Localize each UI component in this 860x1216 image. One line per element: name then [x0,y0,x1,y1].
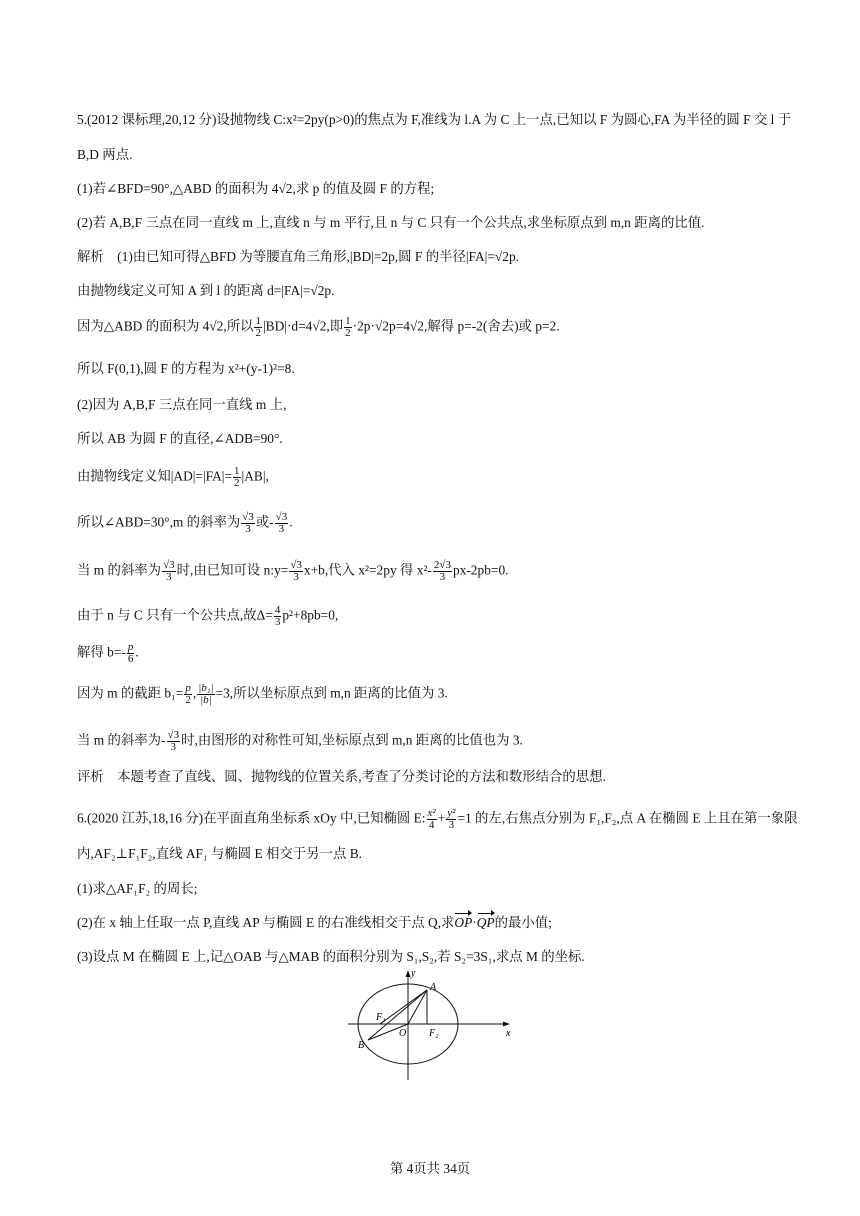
solution-line5: (2)因为 A,B,F 三点在同一直线 m 上, [77,397,287,412]
solution-line8-text-c: . [289,514,293,530]
solution-line12-text-c: =3,所以坐标原点到 m,n 距离的比值为 3. [215,685,448,701]
vector-qp: QP [476,915,495,930]
solution-line7-text-b: |AB|, [241,468,269,484]
problem6-stem-line2: 内,AF₂⊥F₁F₂,直线 AF₁ 与椭圆 E 相交于另一点 B. [77,846,362,861]
solution-line13 [77,730,523,753]
solution-line10-text-a: 由于 n 与 C 只有一个公共点,故Δ= [77,607,273,623]
problem5-stem-line1: 5.(2012 课标理,20,12 分)设抛物线 C:x²=2py(p>0)的焦点为 F,准线为 l.A 为 C 上一点,已知以 F 为圆心,FA 为半径的圆 F 交 l 于 [77,112,792,127]
solution-line9-text-b: 时,由已知可设 n:y= [176,562,289,578]
problem5-stem-line2: B,D 两点. [77,147,133,162]
x-axis-arrow [503,1022,510,1027]
label-y: y [411,968,416,979]
solution-line8-text-b: 或- [255,514,274,530]
solution-line11 [77,642,139,665]
solution-line11-text-a: 解得 b=- [77,644,126,660]
problem6-question1: (1)求△AF₁F₂ 的周长; [77,881,198,896]
vector-op: OP [454,915,473,930]
fraction-one-half: $\frac{1}{2}$ [255,315,261,339]
label-a: A [430,982,437,993]
solution-line13-text-a: 当 m 的斜率为- [77,732,166,748]
problem6-stem-text-c: =1 的左,右焦点分别为 F₁,F₂,点 A 在椭圆 E 上且在第一象限 [457,810,798,826]
ellipse-diagram [348,968,514,1084]
solution-line13-text-b: 时,由图形的对称性可知,坐标原点到 m,n 距离的比值也为 3. [181,732,523,748]
label-b: B [358,1040,365,1051]
solution-line7 [77,466,269,489]
solution-line3-text-b: |BD|·d=4√2,即 [262,318,344,334]
solution-line12-text-a: 因为 m 的截距 b₁= [77,685,184,701]
line-ao [408,990,427,1024]
solution-line8-text-a: 所以∠ABD=30°,m 的斜率为 [77,514,241,530]
label-f2: F₂ [429,1028,439,1039]
solution-line9-text-c: x+b,代入 x²=2py 得 x²- [303,562,432,578]
comment-line: 评析 本题考查了直线、圆、抛物线的位置关系,考查了分类讨论的方法和数形结合的思想. [77,769,606,784]
problem6-stem-plus: + [437,810,446,826]
solution-line10 [77,605,338,628]
solution-line2: 由抛物线定义可知 A 到 l 的距离 d=|FA|=√2p. [77,283,335,298]
solution-line3 [77,316,560,339]
problem6-stem-text-a: 6.(2020 江苏,18,16 分)在平面直角坐标系 xOy 中,已知椭圆 E: [77,810,426,826]
problem6-question2 [77,914,552,932]
solution-line12-text-b: , [192,685,197,701]
y-axis-arrow [406,970,411,977]
line-af1 [380,990,427,1024]
problem6-q2-text-b: 的最小值; [494,915,552,930]
page-footer: 第 4页共 34页 [389,1161,471,1176]
label-x: x [506,1028,511,1039]
solution-line1: 解析 (1)由已知可得△BFD 为等腰直角三角形,|BD|=2p,圆 F 的半径|FA|=√2p. [77,249,519,264]
solution-line4: 所以 F(0,1),圆 F 的方程为 x²+(y-1)²=8. [77,361,295,376]
solution-line8 [77,512,293,535]
solution-line11-text-b: . [135,644,139,660]
solution-line9-text-d: px-2pb=0. [452,562,509,578]
fraction-4-over-3: $\frac{4}{3}$ [274,604,281,628]
fraction-sqrt3-over-3-2: $\frac{√3}{3}$ [275,511,288,535]
fraction-p-over-6: $\frac{p}{6}$ [127,641,134,665]
solution-line7-text-a: 由抛物线定义知|AD|=|FA|= [77,468,233,484]
problem5-question2: (2)若 A,B,F 三点在同一直线 m 上,直线 n 与 m 平行,且 n 与 C 只有一个公共点,求坐标原点到 m,n 距离的比值. [77,215,705,230]
label-o: O [399,1028,407,1039]
problem5-question1: (1)若∠BFD=90°,△ABD 的面积为 4√2,求 p 的值及圆 F 的方程; [77,181,435,196]
dot-operator: · [472,915,477,930]
fraction-y2-over-3: $\frac{\text{y²}}{3}$ [447,807,456,831]
fraction-sqrt3-over-3-5: $\frac{√3}{3}$ [167,729,180,753]
fraction-sqrt3-over-3-4: $\frac{√3}{3}$ [290,559,302,583]
fraction-sqrt3-over-3-3: $\frac{√3}{3}$ [163,559,175,583]
fraction-2sqrt3-over-3: $\frac{2√3}{3}$ [433,559,451,583]
solution-line9 [77,560,508,583]
problem6-stem-line1 [77,808,798,831]
fraction-one-half-3: $\frac{1}{2}$ [234,465,240,489]
solution-line3-text-c: ·2p·√2p=4√2,解得 p=-2(舍去)或 p=2. [352,318,560,334]
solution-line9-text-a: 当 m 的斜率为 [77,562,162,578]
fraction-x2-over-4: $\frac{\text{x²}}{4}$ [427,807,436,831]
problem6-q2-text-a: (2)在 x 轴上任取一点 P,直线 AP 与椭圆 E 的右准线相交于点 Q,求 [77,915,455,930]
solution-line10-text-b: p²+8pb=0, [282,607,339,623]
problem6-question3: (3)设点 M 在椭圆 E 上,记△OAB 与△MAB 的面积分别为 S₁,S₂,若 S₂=3S₁,求点 M 的坐标. [77,949,585,964]
fraction-one-half-2: $\frac{1}{2}$ [345,315,351,339]
label-f1: F₁ [376,1012,386,1023]
fraction-sqrt3-over-3: $\frac{√3}{3}$ [242,511,254,535]
solution-line3-text-a: 因为△ABD 的面积为 4√2,所以 [77,318,254,334]
solution-line12 [77,683,448,706]
fraction-p-over-2: $\frac{p}{2}$ [185,682,191,706]
solution-line6: 所以 AB 为圆 F 的直径,∠ADB=90°. [77,431,283,446]
fraction-b1-over-b: $\frac{\text{|b₁|}}{|b|}$ [198,682,214,706]
